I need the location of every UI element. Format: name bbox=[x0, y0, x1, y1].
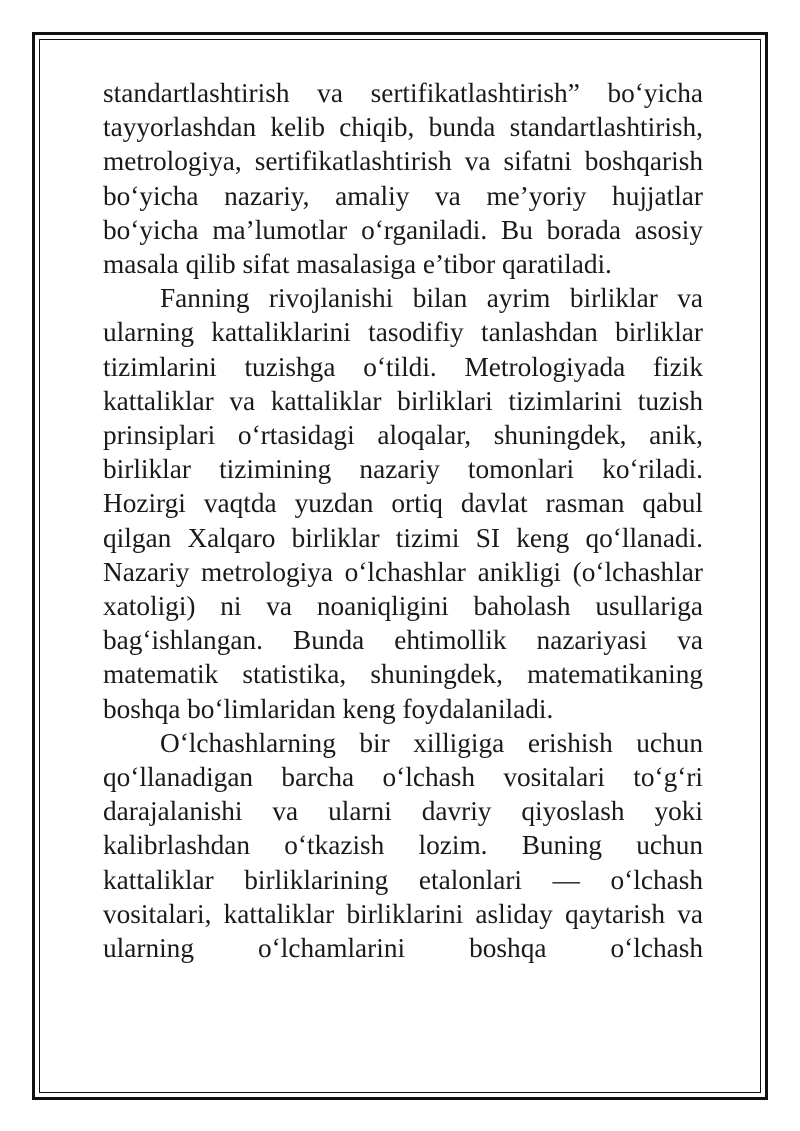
paragraph-1: standartlashtirish va sertifikatlashtirish” bo‘yicha tayyorlashdan kelib chiqib, bunda standartlashtirish, metrologiya, sertifikatlashtirish va sifatni boshqarish bo‘yicha nazariy, amaliy va me’yoriy hujjatlar bo‘yicha ma’lumotlar o‘rganiladi. Bu borada asosiy masala qilib sifat masalasiga e’tibor qaratiladi. bbox=[103, 78, 703, 280]
document-body bbox=[103, 76, 703, 965]
paragraph-3: O‘lchashlarning bir xilligiga erishish uchun qo‘llanadigan barcha o‘lchash vositalari to‘g‘ri darajalanishi va ularni davriy qiyoslash yoki kalibrlashdan o‘tkazish lozim. Buning uchun kattaliklar birliklarining etalonlari — o‘lchash vositalari, kattaliklar birliklarini asliday qaytarish va ularning o‘lchamlarini boshqa o‘lchash bbox=[103, 727, 703, 964]
paragraph-2: Fanning rivojlanishi bilan ayrim birliklar va ularning kattaliklarini tasodifiy tanlashdan birliklar tizimlarini tuzishga o‘tildi. Metrologiyada fizik kattaliklar va kattaliklar birliklari tizimlarini tuzish prinsiplari o‘rtasidagi aloqalar, shuningdek, anik, birliklar tizimining nazariy tomonlari ko‘riladi. Hozirgi vaqtda yuzdan ortiq davlat rasman qabul qilgan Xalqaro birliklar tizimi SI keng qo‘llanadi. Nazariy metrologiya o‘lchashlar anikligi (o‘lchashlar xatoligi) ni va noaniqligini baholash usullariga bag‘ishlangan. Bunda ehtimollik nazariyasi va matematik statistika, shuningdek, matematikaning boshqa bo‘limlaridan keng foydalaniladi. bbox=[103, 283, 703, 724]
